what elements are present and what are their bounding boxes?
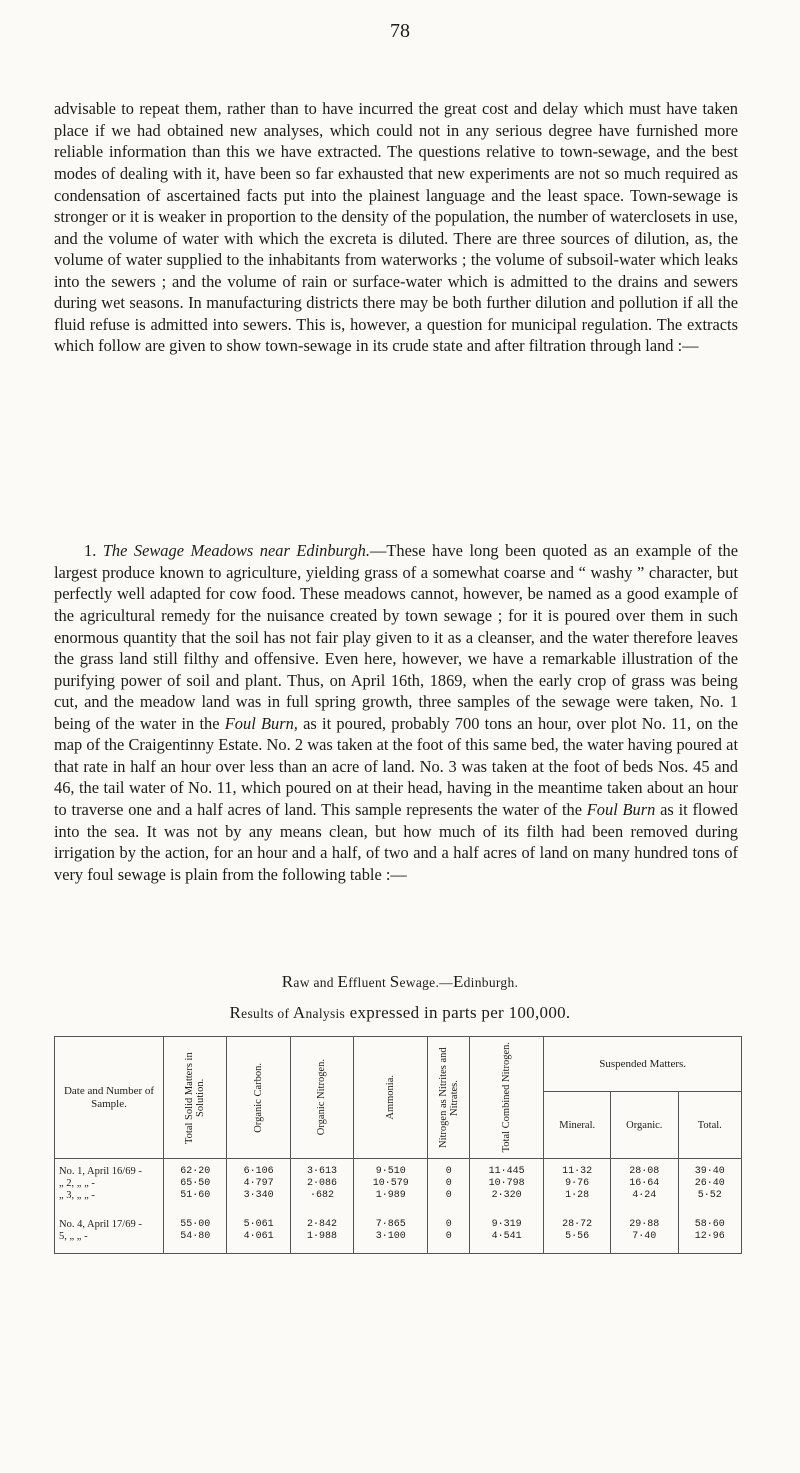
foul-burn-ref-1: Foul Burn, <box>224 713 298 733</box>
header-mineral: Mineral. <box>544 1092 611 1159</box>
cell-organic: 29·88 7·40 <box>611 1212 678 1254</box>
sample-dates: No. 1, April 16/69 - „ 2, „ „ - „ 3, „ „ - <box>55 1159 164 1213</box>
header-organic-carbon: Organic Carbon. <box>227 1037 290 1159</box>
cell-total-nitrogen: 9·319 4·541 <box>470 1212 544 1254</box>
paragraph-2-text-a: —These have long been quoted as an example of the largest produce known to agriculture, yielding grass of a somewhat coarse and “ washy ” character, but perfectly well adapted for cow food. These meadows cannot, however, be named as a good example of the agricultural remedy for the nuisance created by town sewage ; for it is poured over them in such enormous quantity that the soil has not fair play given to it as a cleanser, and the water therefore leaves the grass land still filthy and offensive. Even here, however, we have a remarkable illustration of the purifying power of soil and plant. Thus, on April 16th, 1869, when the early crop of grass was being cut, and the meadow land was in full spring growth, three samples of the sewage were taken, No. 1 being of the water in the <box>54 541 738 733</box>
header-organic-nitrogen: Organic Nitrogen. <box>290 1037 353 1159</box>
cell-ammonia: 7·865 3·100 <box>354 1212 428 1254</box>
table-subtitle: Results of Analysis expressed in parts per 100,000. <box>229 1003 571 1022</box>
cell-mineral: 11·32 9·76 1·28 <box>544 1159 611 1213</box>
cell-ammonia: 9·510 10·579 1·989 <box>354 1159 428 1213</box>
header-nitrites: Nitrogen as Nitrites and Nitrates. <box>428 1037 470 1159</box>
header-date: Date and Number of Sample. <box>55 1037 164 1159</box>
cell-organic-carbon: 5·061 4·061 <box>227 1212 290 1254</box>
header-suspended: Suspended Matters. <box>544 1037 742 1092</box>
cell-organic-carbon: 6·106 4·797 3·340 <box>227 1159 290 1213</box>
cell-total-solid: 62·20 65·50 51·60 <box>164 1159 227 1213</box>
header-total: Total. <box>678 1092 741 1159</box>
paragraph-2-text-b: as it poured, probably 700 tons an hour, over plot No. 11, on the map of the Craigentinny Estate. No. 2 was taken at the foot of this same bed, the water having poured at that rate in half an hour over less than an acre of land. No. 3 was taken at the foot of beds Nos. 45 and 46, the tail water of No. 11, which poured on at their head, having in the meantime taken about an hour to traverse one and a half acres of land. This sample represents the water of the <box>54 713 738 819</box>
table-title: Raw and Effluent Sewage.—Edinburgh. <box>281 972 519 991</box>
header-total-nitrogen: Total Combined Nitrogen. <box>470 1037 544 1159</box>
cell-total: 58·60 12·96 <box>678 1212 741 1254</box>
item-number: 1. <box>84 541 97 561</box>
cell-nitrites: 0 0 <box>428 1212 470 1254</box>
cell-total-solid: 55·00 54·80 <box>164 1212 227 1254</box>
analysis-table <box>54 1036 742 1254</box>
paragraph-2 <box>54 540 738 885</box>
header-organic: Organic. <box>611 1092 678 1159</box>
table-row <box>55 1212 742 1254</box>
cell-total-nitrogen: 11·445 10·798 2·320 <box>470 1159 544 1213</box>
cell-mineral: 28·72 5·56 <box>544 1212 611 1254</box>
paragraph-2-text-c: as it flowed into the sea. It was not by any means clean, but how much of its filth had been removed during irrigation by the action, for an hour and a half, of two and a half acres of land on many hundred tons of very foul sewage is plain from the following table :— <box>54 799 738 884</box>
foul-burn-ref-2: Foul Burn <box>586 799 656 819</box>
cell-nitrites: 0 0 0 <box>428 1159 470 1213</box>
header-ammonia: Ammonia. <box>354 1037 428 1159</box>
table-row <box>55 1159 742 1213</box>
cell-organic-nitrogen: 2·842 1·988 <box>290 1212 353 1254</box>
sample-dates: No. 4, April 17/69 - 5, „ „ - <box>55 1212 164 1254</box>
paragraph-1: advisable to repeat them, rather than to have incurred the great cost and delay which must have taken place if we had obtained new analyses, which could not in any serious degree have furnished more reliable information than this we have extracted. The questions relative to town-sewage, and the best modes of dealing with it, have been so far exhausted that new experiments are not so much required as condensation of ascertained facts put into the plainest language and the least space. Town-sewage is stronger or it is weaker in proportion to the density of the population, the number of waterclosets in use, and the volume of water with which the excreta is diluted. There are three sources of dilution, as, the volume of water supplied to the inhabitants from waterworks ; the volume of subsoil-water which leaks into the sewers ; and the volume of rain or surface-water which is admitted to the drains and sewers during wet seasons. In manufacturing districts there may be both further dilution and pollution if all the fluid refuse is admitted into sewers. This is, however, a question for municipal regulation. The extracts which follow are given to show town-sewage in its crude state and after filtration through land :— <box>54 99 738 356</box>
header-total-solid: Total Solid Matters in Solution. <box>164 1037 227 1159</box>
section-title: The Sewage Meadows near Edinburgh. <box>102 541 370 561</box>
page-number: 78 <box>390 20 410 42</box>
cell-total: 39·40 26·40 5·52 <box>678 1159 741 1213</box>
cell-organic-nitrogen: 3·613 2·086 ·682 <box>290 1159 353 1213</box>
cell-organic: 28·08 16·64 4·24 <box>611 1159 678 1213</box>
